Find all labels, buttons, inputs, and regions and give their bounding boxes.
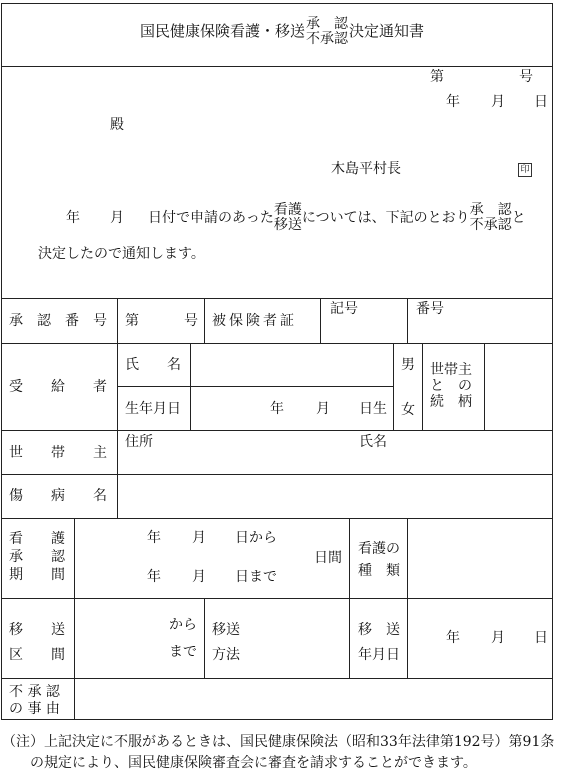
form-title xyxy=(140,17,424,46)
transfer-year: 年 xyxy=(446,630,460,646)
body-date-suffix: 日付で申請のあった xyxy=(148,209,274,226)
service-option-transfer: 移送 xyxy=(273,216,302,233)
seal-icon: 印 xyxy=(518,163,532,177)
birth-day: 日生 xyxy=(359,401,387,417)
to-year: 年 xyxy=(147,569,161,585)
approval-no-prefix: 第 xyxy=(125,313,139,329)
title-option-reject: 不承認 xyxy=(306,30,349,47)
householder-label: 世 帯 主 xyxy=(9,445,107,461)
transfer-method-label: 移送 方法 xyxy=(212,622,240,664)
body-service-options xyxy=(274,203,302,232)
male-option: 男 xyxy=(401,357,415,373)
days-label: 日間 xyxy=(314,550,342,566)
nursing-period-label: 看 護 承 認 期 間 xyxy=(9,531,65,584)
issuer-name: 木島平村長 xyxy=(331,161,401,177)
transfer-to-label: まで xyxy=(169,644,197,660)
header-year: 年 xyxy=(446,94,460,110)
from-month: 月 xyxy=(192,530,206,546)
number-suffix: 号 xyxy=(519,69,533,85)
name-label: 氏 名 xyxy=(125,357,181,373)
number-prefix: 第 xyxy=(430,69,444,85)
transfer-section-label: 移 送 区 間 xyxy=(9,622,65,664)
transfer-month: 月 xyxy=(491,630,505,646)
transfer-day: 日 xyxy=(534,630,548,646)
footnote-line-2: の規定により、国民健康保険審査会に審査を請求することができます。 xyxy=(30,755,477,771)
title-after: 決定通知書 xyxy=(349,22,425,41)
body-middle: については、下記のとおり xyxy=(301,209,470,226)
body-decision-options xyxy=(470,203,512,232)
approval-no-suffix: 号 xyxy=(184,313,198,329)
insured-card-label: 被保険者証 xyxy=(212,313,297,329)
birthdate-label: 生年月日 xyxy=(125,401,181,417)
to-month: 月 xyxy=(192,569,206,585)
header-day: 日 xyxy=(534,94,548,110)
female-option: 女 xyxy=(401,402,415,418)
body-to: と xyxy=(511,209,526,226)
approval-no-label: 承 認 番 号 xyxy=(9,313,107,329)
header-month: 月 xyxy=(491,94,505,110)
addressee-suffix: 殿 xyxy=(110,117,124,133)
service-option-nursing: 看護 xyxy=(273,202,302,218)
decision-option-reject: 不承認 xyxy=(469,216,512,233)
body-year: 年 xyxy=(66,209,80,226)
reason-label: 不 承 認 の 事 由 xyxy=(9,684,60,717)
body-line-1 xyxy=(66,203,526,232)
decision-option-approve: 承 認 xyxy=(469,202,512,218)
to-day: 日まで xyxy=(235,569,277,585)
address-label: 住所 xyxy=(125,434,153,450)
transfer-from-label: から xyxy=(169,617,197,633)
title-option-approve: 承 認 xyxy=(306,16,349,32)
birth-month: 月 xyxy=(316,401,330,417)
title-approval-options xyxy=(306,17,348,46)
transfer-date-label: 移 送 年月日 xyxy=(358,622,400,664)
from-year: 年 xyxy=(147,530,161,546)
nursing-type-label: 看護の 種 類 xyxy=(358,541,400,580)
symbol-label: 記号 xyxy=(330,301,358,317)
householder-name-label: 氏名 xyxy=(359,434,387,450)
body-month: 月 xyxy=(110,209,124,226)
footnote-line-1: （注）上記決定に不服があるときは、国民健康保険法（昭和33年法律第192号）第91条 xyxy=(2,734,555,750)
footnote xyxy=(2,732,554,774)
number-label: 番号 xyxy=(416,301,444,317)
from-day: 日から xyxy=(235,530,277,546)
body-line-2: 決定したので通知します。 xyxy=(38,246,205,262)
injury-label: 傷 病 名 xyxy=(9,488,107,504)
recipient-label: 受 給 者 xyxy=(9,379,107,395)
relation-label: 世帯主 と の 続 柄 xyxy=(430,362,472,411)
birth-year: 年 xyxy=(270,401,284,417)
title-before: 国民健康保険看護・移送 xyxy=(140,22,306,41)
